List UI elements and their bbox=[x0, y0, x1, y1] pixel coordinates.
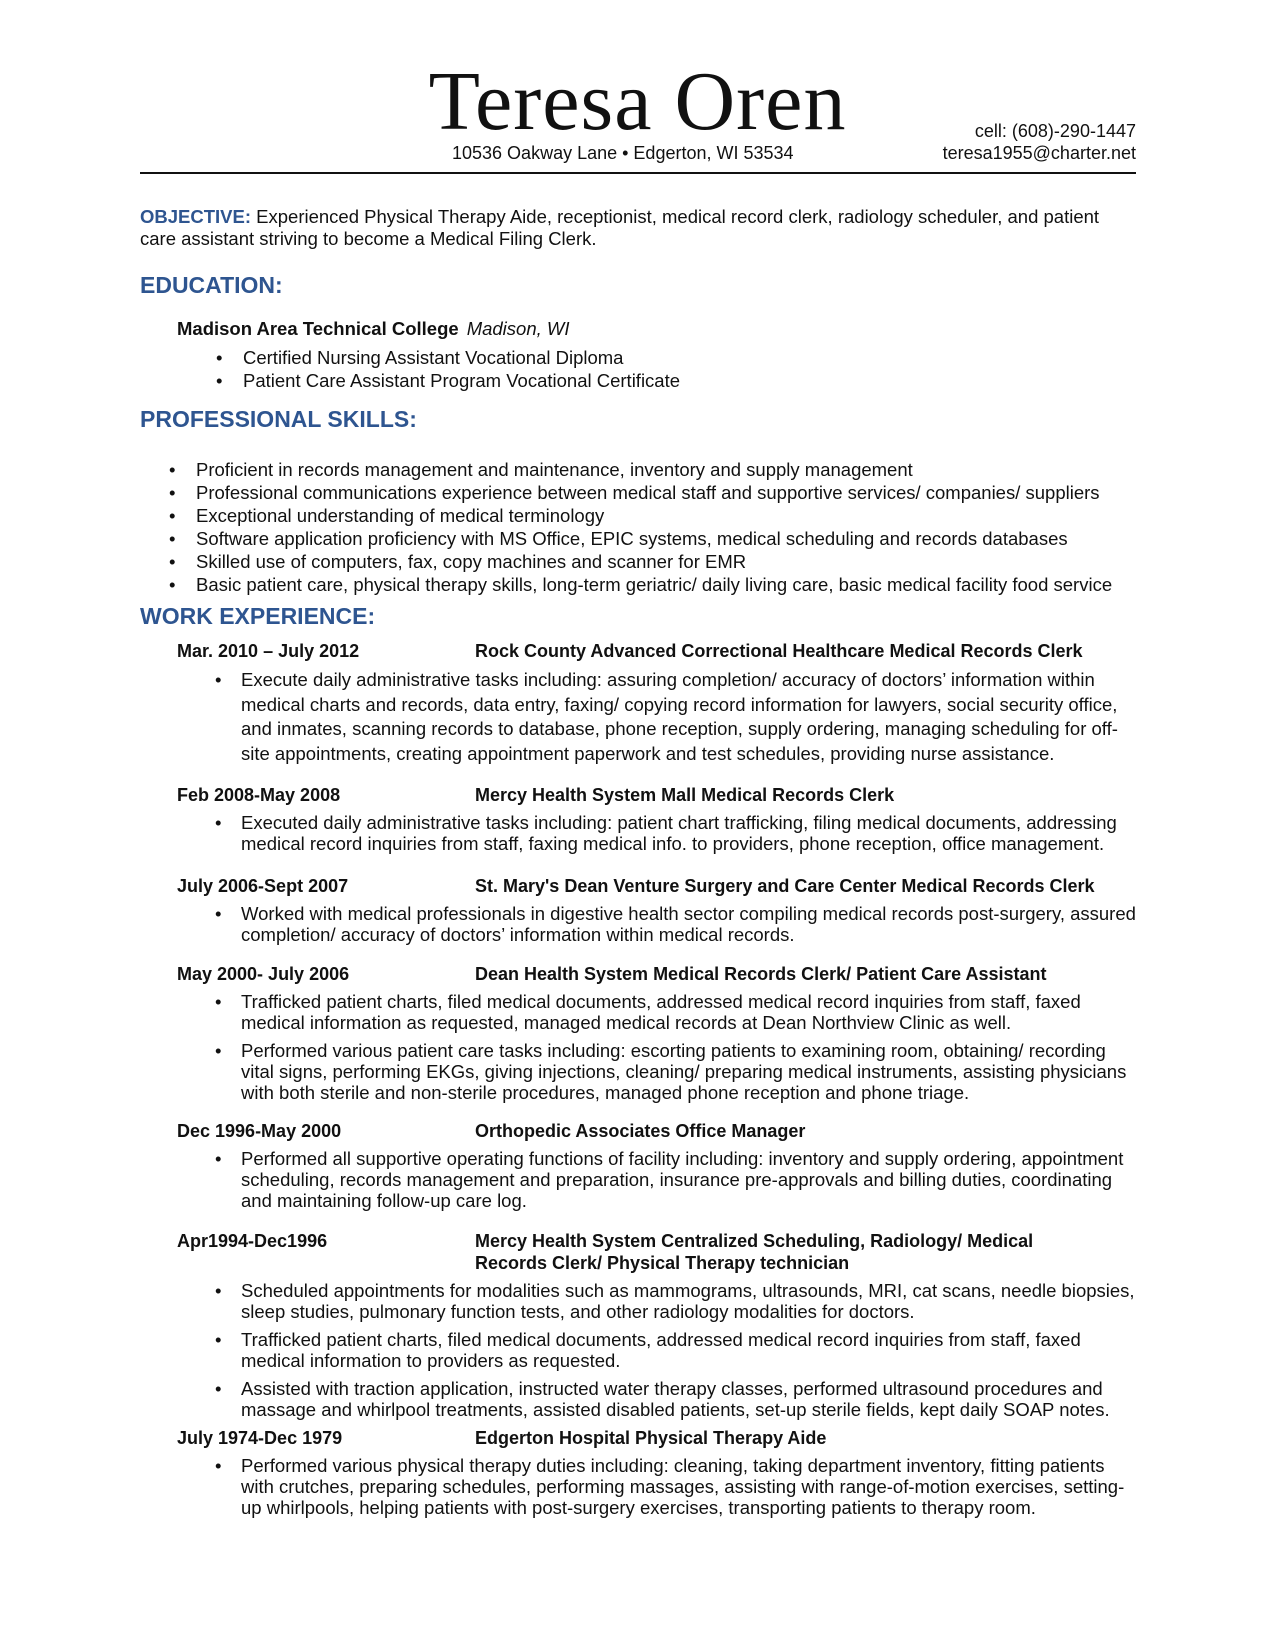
job-dates: July 2006-Sept 2007 bbox=[177, 876, 349, 896]
list-item: • Software application proficiency with MS Office, EPIC systems, medical scheduling and records databases bbox=[169, 527, 1149, 550]
list-item: • Patient Care Assistant Program Vocational Certificate bbox=[216, 369, 680, 392]
education-heading: EDUCATION: bbox=[140, 272, 283, 298]
job-entry bbox=[177, 963, 1137, 1110]
job-bullet: • Performed various patient care tasks including: escorting patients to examining room, obtaining/ recording vital signs, performing EKGs, giving injections, cleaning/ preparing medical instruments, assisting physicians with both sterile and non-sterile procedures, managed phone reception and phone triage. bbox=[177, 1040, 1137, 1103]
job-dates: Mar. 2010 – July 2012 bbox=[177, 641, 360, 661]
candidate-name: Teresa Oren bbox=[428, 55, 847, 148]
job-dates: July 1974-Dec 1979 bbox=[177, 1428, 343, 1448]
objective-text: Experienced Physical Therapy Aide, receptionist, medical record clerk, radiology scheduler, and patient care assistant striving to become a Medical Filing Clerk. bbox=[140, 206, 1100, 249]
job-dates: Apr1994-Dec1996 bbox=[177, 1231, 328, 1251]
job-entry bbox=[177, 1427, 1137, 1525]
job-bullet: • Trafficked patient charts, filed medical documents, addressed medical record inquiries from staff, faxed medical information to providers as requested. bbox=[177, 1329, 1137, 1371]
list-item: • Basic patient care, physical therapy skills, long-term geriatric/ daily living care, basic medical facility food service bbox=[169, 573, 1149, 596]
education-school bbox=[177, 318, 570, 340]
job-bullet: • Assisted with traction application, instructed water therapy classes, performed ultrasound procedures and massage and whirlpool treatments, assisted disabled patients, set-up sterile fields, kept daily SOAP notes. bbox=[177, 1378, 1137, 1420]
job-dates: May 2000- July 2006 bbox=[177, 964, 350, 984]
list-item: • Skilled use of computers, fax, copy machines and scanner for EMR bbox=[169, 550, 1149, 573]
objective-label: OBJECTIVE: bbox=[140, 206, 252, 227]
job-entry bbox=[177, 1230, 1137, 1427]
job-title: Rock County Advanced Correctional Healthcare Medical Records Clerk bbox=[475, 641, 1083, 661]
school-name: Madison Area Technical College bbox=[177, 318, 459, 339]
job-dates: Feb 2008-May 2008 bbox=[177, 785, 341, 805]
job-title: Dean Health System Medical Records Clerk/ Patient Care Assistant bbox=[475, 964, 1047, 984]
job-title: Mercy Health System Centralized Scheduling, Radiology/ Medical Records Clerk/ Physical Therapy technician bbox=[475, 1231, 1034, 1273]
job-bullet: • Executed daily administrative tasks including: patient chart trafficking, filing medical documents, addressing medical record inquiries from staff, faxing medical info. to providers, phone reception, office management. bbox=[177, 812, 1137, 854]
job-entry bbox=[177, 1120, 1137, 1218]
job-bullet: • Worked with medical professionals in digestive health sector compiling medical records post-surgery, assured completion/ accuracy of doctors’ information within medical records. bbox=[177, 903, 1137, 945]
skills-list bbox=[169, 458, 1149, 596]
school-location: Madison, WI bbox=[466, 318, 570, 339]
job-title: St. Mary's Dean Venture Surgery and Care Center Medical Records Clerk bbox=[475, 876, 1095, 896]
header-divider bbox=[140, 172, 1136, 174]
skills-heading: PROFESSIONAL SKILLS: bbox=[140, 406, 417, 432]
job-bullet: • Performed all supportive operating functions of facility including: inventory and supply ordering, appointment scheduling, records management and preparation, insurance pre-approvals and billing duties, coordinating and maintaining follow-up care log. bbox=[177, 1148, 1137, 1211]
email-address: teresa1955@charter.net bbox=[942, 143, 1136, 163]
job-dates: Dec 1996-May 2000 bbox=[177, 1121, 342, 1141]
experience-heading: WORK EXPERIENCE: bbox=[140, 603, 376, 629]
list-item: • Certified Nursing Assistant Vocational Diploma bbox=[216, 346, 680, 369]
job-entry bbox=[177, 784, 1137, 861]
list-item: • Proficient in records management and maintenance, inventory and supply management bbox=[169, 458, 1149, 481]
job-bullet: • Execute daily administrative tasks including: assuring completion/ accuracy of doctors’ information within medical charts and records, data entry, faxing/ copying record information for lawyers, social security office, and inmates, scanning records to database, phone reception, supply ordering, managing scheduling for off-site appointments, creating appointment paperwork and test schedules, providing nurse assistance. bbox=[177, 668, 1137, 766]
job-bullet: • Performed various physical therapy duties including: cleaning, taking department inventory, fitting patients with crutches, preparing schedules, performing massages, assisting with range-of-motion exercises, setting-up whirlpools, helping patients with post-surgery exercises, transporting patients to therapy room. bbox=[177, 1455, 1137, 1518]
list-item: • Exceptional understanding of medical terminology bbox=[169, 504, 1149, 527]
list-item: • Professional communications experience between medical staff and supportive services/ companies/ suppliers bbox=[169, 481, 1149, 504]
contact-block bbox=[943, 120, 1136, 164]
objective-section bbox=[140, 206, 1130, 250]
job-bullet: • Trafficked patient charts, filed medical documents, addressed medical record inquiries from staff, faxed medical information as requested, managed medical records at Dean Northview Clinic as well. bbox=[177, 991, 1137, 1033]
education-list bbox=[216, 346, 680, 392]
job-entry bbox=[177, 640, 1137, 773]
home-address: 10536 Oakway Lane • Edgerton, WI 53534 bbox=[452, 143, 794, 163]
job-entry bbox=[177, 875, 1137, 952]
job-title: Edgerton Hospital Physical Therapy Aide bbox=[475, 1428, 827, 1448]
job-bullet: • Scheduled appointments for modalities such as mammograms, ultrasounds, MRI, cat scans, needle biopsies, sleep studies, pulmonary function tests, and other radiology modalities for doctors. bbox=[177, 1280, 1137, 1322]
cell-phone: cell: (608)-290-1447 bbox=[974, 121, 1136, 141]
job-title: Mercy Health System Mall Medical Records Clerk bbox=[475, 785, 895, 805]
job-title: Orthopedic Associates Office Manager bbox=[475, 1121, 806, 1141]
